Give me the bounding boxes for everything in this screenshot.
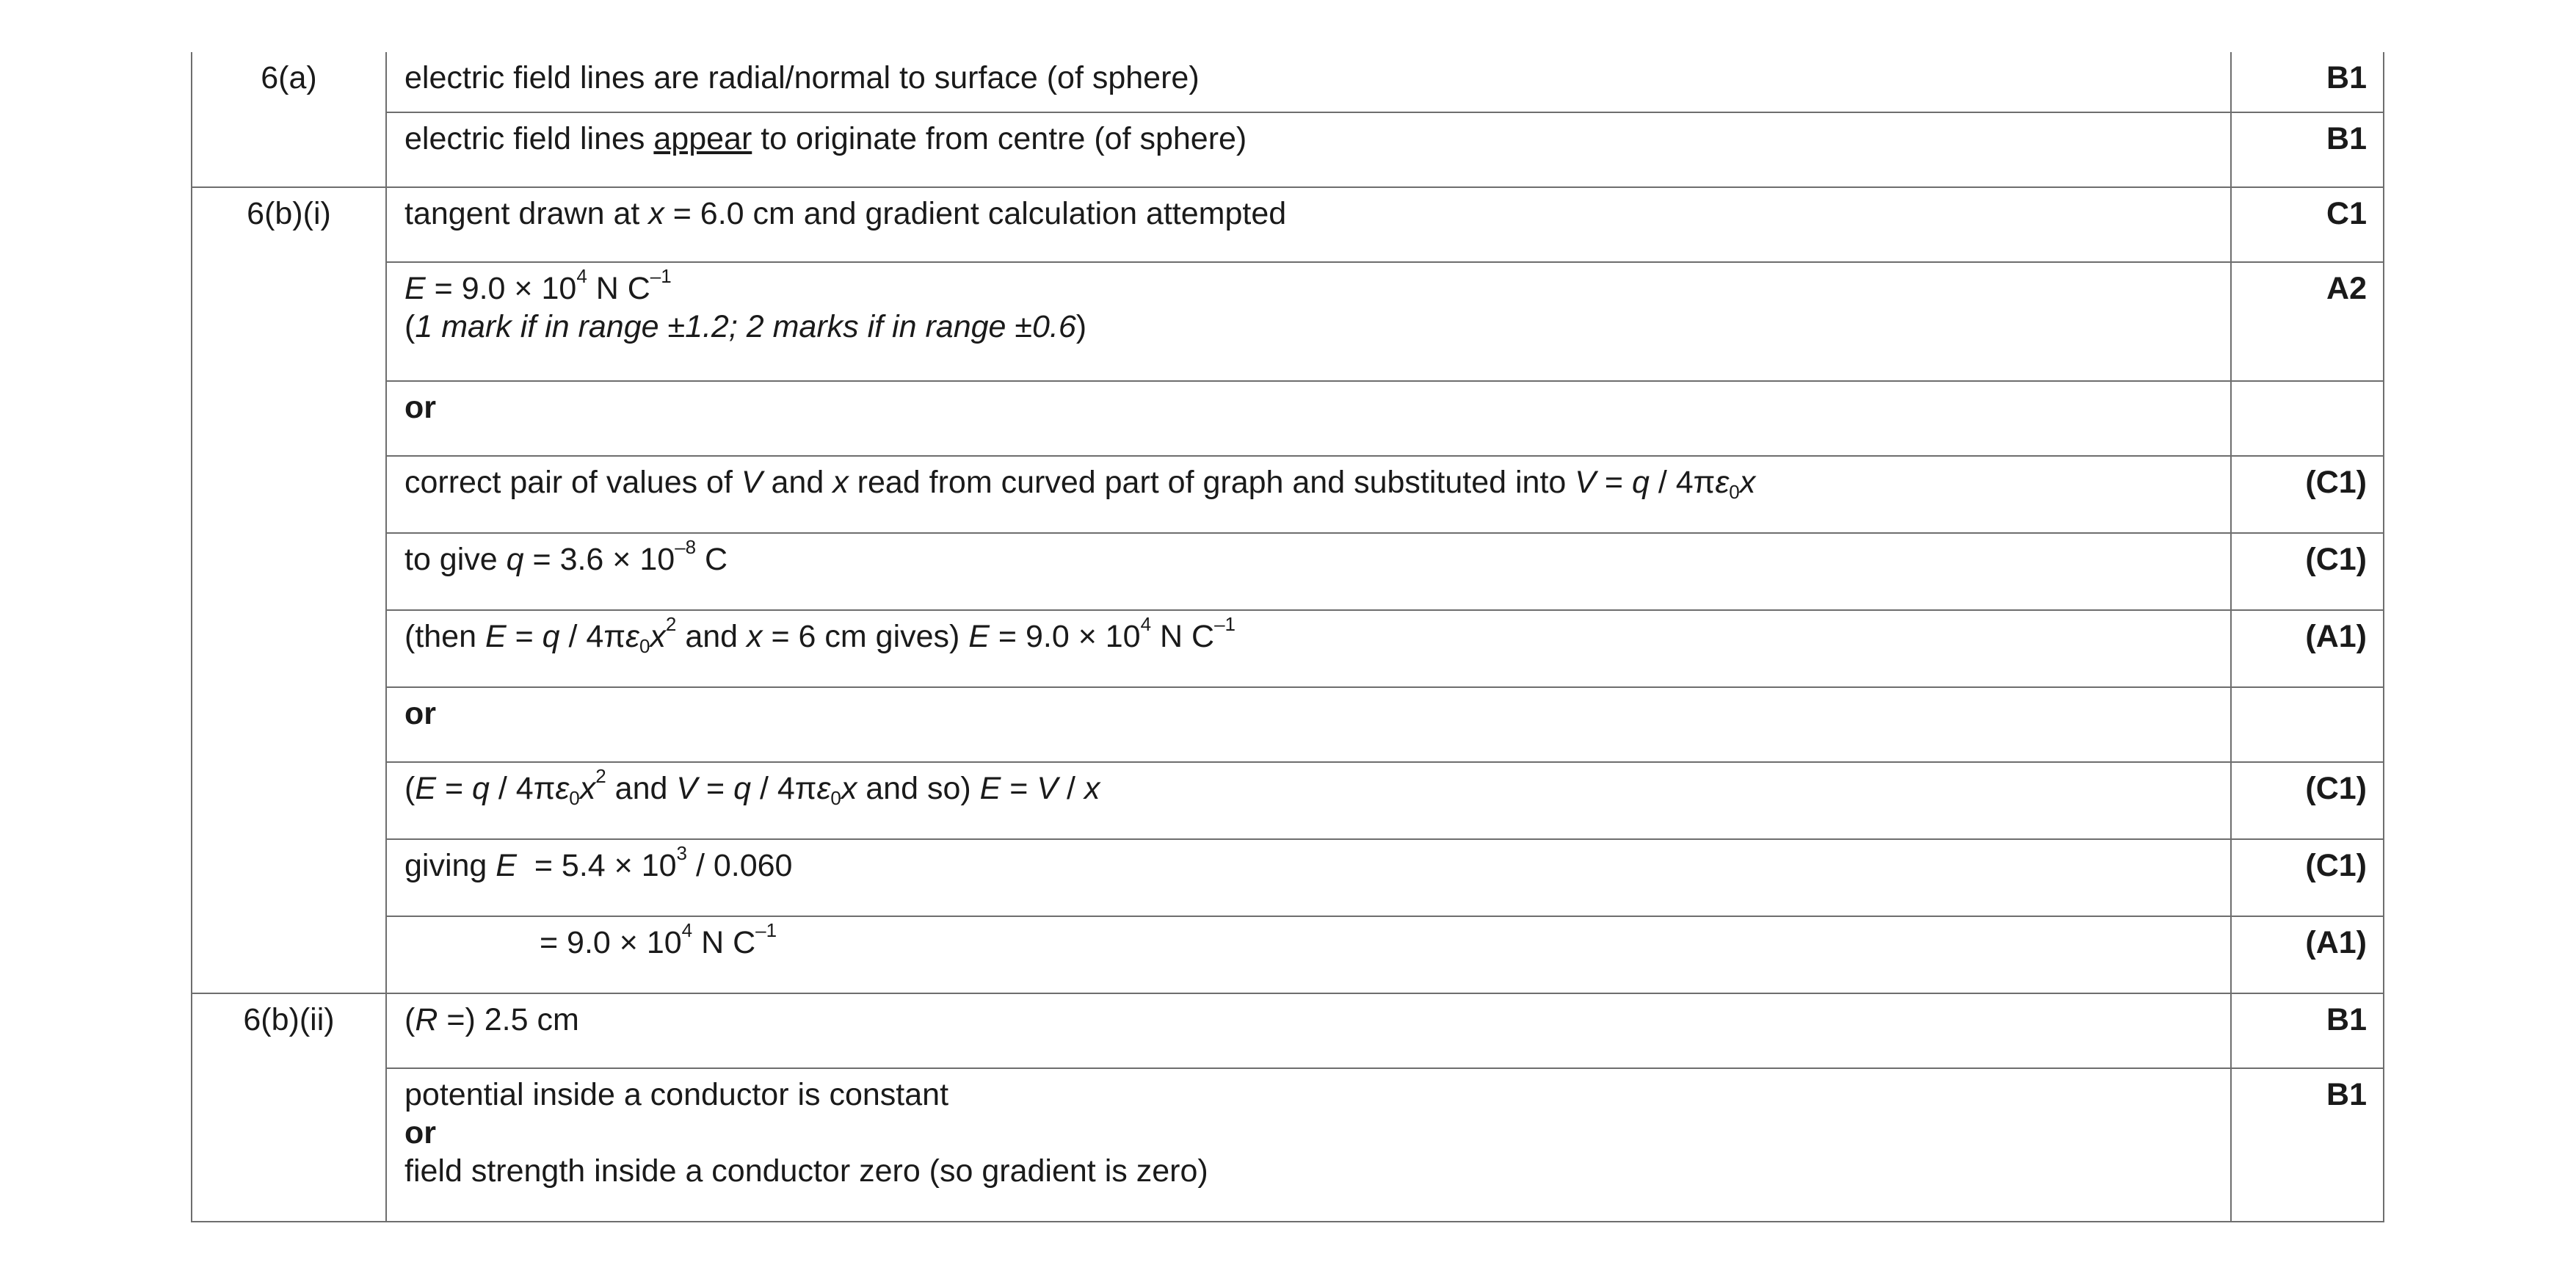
- table-row: [192, 993, 2384, 1068]
- question-number: 6(a): [261, 60, 317, 95]
- table-row: [192, 262, 2384, 381]
- answer-text: electric field lines appear to originate from centre (of sphere): [404, 121, 1247, 156]
- answer-cell: [386, 1068, 2231, 1222]
- answer-cell: [386, 687, 2231, 762]
- answer-text: to give $q = 3.6 \times 10^{-8}$ C: [404, 536, 728, 577]
- mark: B1: [2326, 121, 2367, 156]
- mark-cell: [2231, 993, 2384, 1068]
- answer-text: electric field lines are radial/normal to surface (of sphere): [404, 60, 1200, 95]
- mark-cell: [2231, 687, 2384, 762]
- answer-cell: [386, 839, 2231, 916]
- underlined-word: appear: [653, 121, 752, 156]
- mark: [2232, 688, 2383, 693]
- answer-text: $E = 9.0 \times 10^4$ N $C^{-1}$ (1 mark if in range ±1.2; 2 marks if in range ±0.6): [404, 265, 1087, 344]
- question-number: 6(b)(i): [247, 196, 331, 231]
- mark: (A1): [2305, 925, 2367, 960]
- or-separator: or: [404, 1115, 436, 1150]
- table-row: [192, 839, 2384, 916]
- answer-cell: [386, 381, 2231, 456]
- table-row: [192, 112, 2384, 187]
- table-row: [192, 916, 2384, 993]
- mark-cell: [2231, 456, 2384, 533]
- or-separator: or: [404, 696, 436, 731]
- table-row: [192, 456, 2384, 533]
- answer-cell: [386, 262, 2231, 381]
- table-row: [192, 687, 2384, 762]
- mark: B1: [2326, 1002, 2367, 1037]
- mark: C1: [2326, 196, 2367, 231]
- answer-cell: [386, 187, 2231, 262]
- question-number-cell: [192, 993, 386, 1222]
- table-row: [192, 1068, 2384, 1222]
- answer-text: (then $E = q / 4\pi\varepsilon_0x^2$ and x = 6 cm gives) $E = 9.0 \times 10^4$ N $C^{-1}$: [404, 613, 1236, 657]
- table-row: [192, 52, 2384, 112]
- mark-cell: [2231, 187, 2384, 262]
- answer-cell: [386, 762, 2231, 839]
- table-row: [192, 610, 2384, 687]
- mark-scheme-table: [191, 52, 2384, 1222]
- table-row: [192, 762, 2384, 839]
- answer-cell: [386, 52, 2231, 112]
- mark-cell: [2231, 762, 2384, 839]
- mark-cell: [2231, 381, 2384, 456]
- mark-cell: [2231, 533, 2384, 610]
- answer-cell: [386, 112, 2231, 187]
- answer-text: ($E = q / 4\pi\varepsilon_0x^2$ and $V = q / 4\pi\varepsilon_0x$ and so) E = V / x: [404, 765, 1100, 809]
- mark: (C1): [2305, 465, 2367, 500]
- question-number-cell: [192, 187, 386, 993]
- table-row: [192, 187, 2384, 262]
- table-row: [192, 381, 2384, 456]
- answer-cell: [386, 533, 2231, 610]
- answer-cell: [386, 993, 2231, 1068]
- or-separator: or: [404, 390, 436, 425]
- marking-note: 1 mark if in range ±1.2; 2 marks if in range ±0.6: [415, 309, 1076, 344]
- answer-text: giving $E = 5.4 \times 10^3 / 0.060$: [404, 842, 793, 883]
- answer-cell: [386, 456, 2231, 533]
- mark-cell: [2231, 1068, 2384, 1222]
- answer-text: tangent drawn at x = 6.0 cm and gradient calculation attempted: [404, 196, 1287, 231]
- answer-cell: [386, 916, 2231, 993]
- mark: B1: [2326, 60, 2367, 95]
- question-number-cell: [192, 52, 386, 187]
- mark-cell: [2231, 262, 2384, 381]
- answer-text: = $9.0 \times 10^4$ N $C^{-1}$: [540, 919, 777, 960]
- mark: (C1): [2305, 542, 2367, 577]
- mark-cell: [2231, 112, 2384, 187]
- mark: [2232, 382, 2383, 387]
- table-row: [192, 533, 2384, 610]
- answer-text: (R =) 2.5 cm: [404, 1002, 579, 1037]
- mark: (C1): [2305, 848, 2367, 883]
- mark: B1: [2326, 1077, 2367, 1112]
- mark: (C1): [2305, 771, 2367, 806]
- mark-cell: [2231, 839, 2384, 916]
- answer-text: correct pair of values of V and x read from curved part of graph and substituted into $V = q / 4\pi\varepsilon_0x$: [404, 465, 1756, 503]
- mark: A2: [2326, 271, 2367, 306]
- mark-cell: [2231, 52, 2384, 112]
- answer-cell: [386, 610, 2231, 687]
- mark: (A1): [2305, 619, 2367, 654]
- mark-cell: [2231, 610, 2384, 687]
- answer-text: potential inside a conductor is constant or field strength inside a conductor zero (so gradient is zero): [404, 1077, 1208, 1189]
- question-number: 6(b)(ii): [243, 1002, 335, 1037]
- mark-cell: [2231, 916, 2384, 993]
